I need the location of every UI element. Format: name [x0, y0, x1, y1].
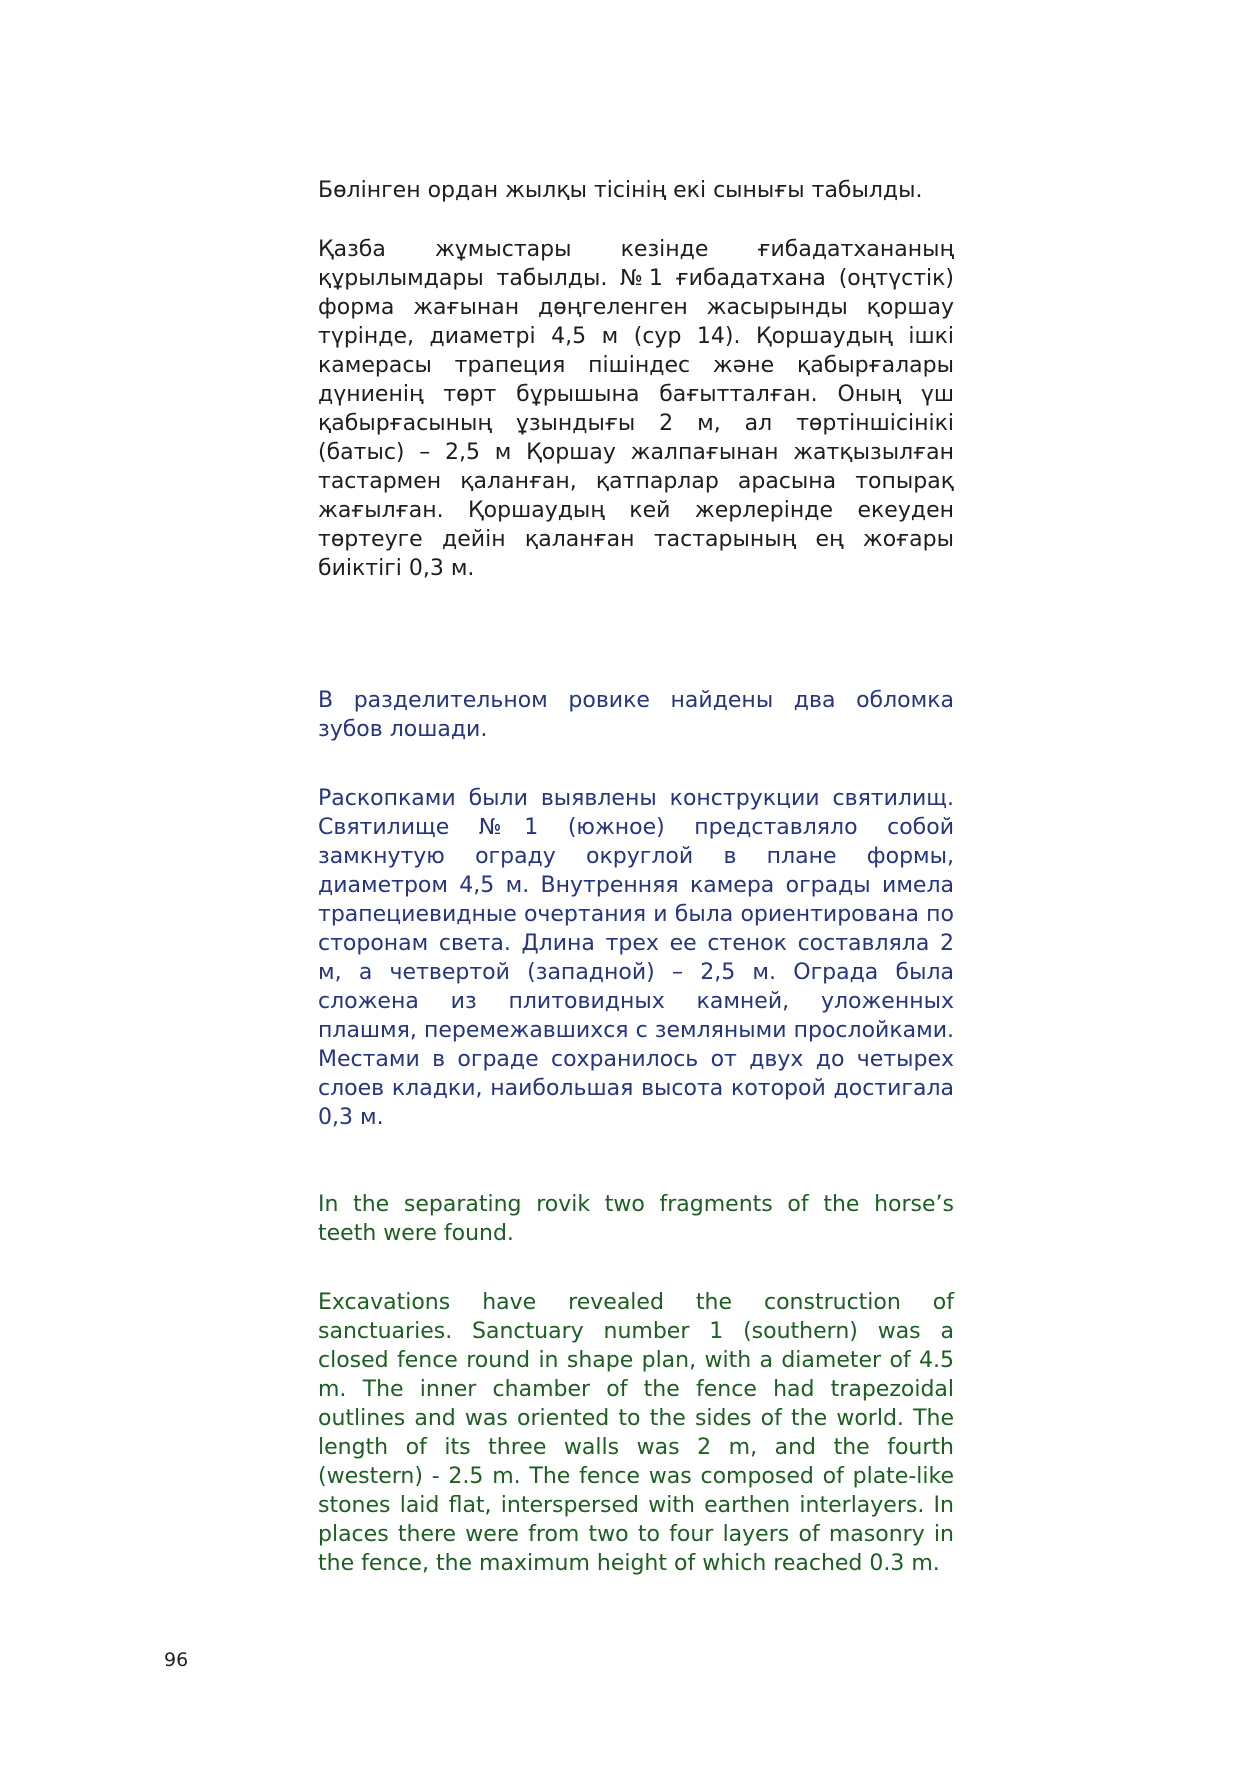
- kazakh-paragraph-2: Қазба жұмыстары кезінде ғибадатхананың құрылымдары табылды. №1 ғибадатхана (оңтүстік) форма жағынан дөңгеленген жасырынды қоршау түрінде, диаметрі 4,5 м (сур 14). Қоршаудың ішкі камерасы трапеция пішіндес және қабырғалары дүниенің төрт бұрышына бағытталған. Оның үш қабырғасының ұзындығы 2 м, ал төртіншісінікі (батыс) – 2,5 м Қоршау жалпағынан жатқызылған тастармен қаланған, қатпарлар арасына топырақ жағылған. Қоршаудың кей жерлерінде екеуден төртеуге дейін қаланған тастарының ең жоғары биіктігі 0,3 м.: [318, 237, 954, 581]
- english-paragraph-1: In the separating rovik two fragments of the horse’s teeth were found.: [318, 1192, 954, 1246]
- russian-paragraph-2: Раскопками были выявлены конструкции святилищ. Святилище №1 (южное) представляло собой замкнутую ограду округлой в плане формы, диаметром 4,5 м. Внутренняя камера ограды имела трапециевидные очертания и была ориентирована по сторонам света. Длина трех ее стенок составляла 2 м, а четвертой (западной) – 2,5 м. Ограда была сложена из плитовидных камней, уложенных плашмя, перемежавшихся с земляными прослойками. Местами в ограде сохранилось от двух до четырех слоев кладки, наибольшая высота которой достигала 0,3 м.: [318, 786, 954, 1130]
- page-number: 96: [164, 1649, 189, 1671]
- russian-section: [318, 686, 954, 1132]
- kazakh-section: [318, 176, 954, 583]
- english-section: [318, 1190, 954, 1578]
- kazakh-paragraph-1: Бөлінген ордан жылқы тісінің екі сынығы табылды.: [318, 178, 923, 203]
- english-paragraph-2: Excavations have revealed the construction of sanctuaries. Sanctuary number 1 (southern) was a closed fence round in shape plan, with a diameter of 4.5 m. The inner chamber of the fence had trapezoidal outlines and was oriented to the sides of the world. The length of its three walls was 2 m, and the fourth (western) - 2.5 m. The fence was composed of plate-like stones laid flat, interspersed with earthen interlayers. In places there were from two to four layers of masonry in the fence, the maximum height of which reached 0.3 m.: [318, 1290, 954, 1576]
- russian-paragraph-1: В разделительном ровике найдены два обломка зубов лошади.: [318, 688, 954, 742]
